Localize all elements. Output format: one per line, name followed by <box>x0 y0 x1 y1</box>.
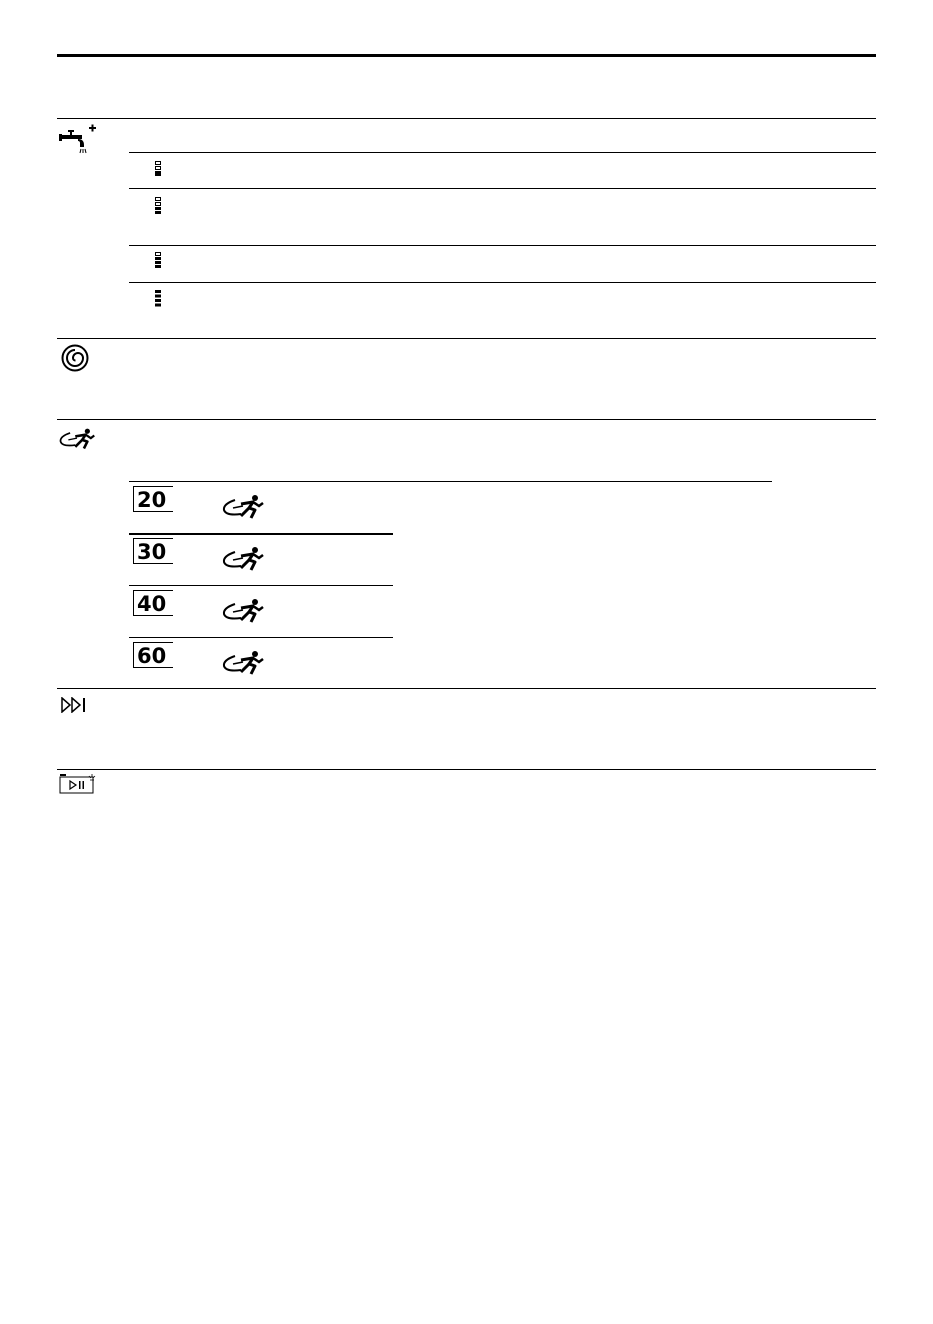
temperature-60-label: 60 <box>133 642 173 668</box>
skip-forward-icon <box>61 697 89 713</box>
section-divider <box>57 769 876 770</box>
water-level-1-icon <box>155 161 163 177</box>
speed-perfect-icon <box>221 598 265 624</box>
temperature-30-label: 30 <box>133 538 173 564</box>
section-divider <box>57 419 876 420</box>
water-level-4-icon <box>155 290 163 308</box>
section-divider <box>57 688 876 689</box>
table-rule <box>129 585 393 586</box>
spiral-rinse-icon <box>60 343 90 373</box>
speed-perfect-icon <box>58 427 96 451</box>
subrow-divider <box>129 152 876 153</box>
water-level-2-icon <box>155 197 163 215</box>
speed-perfect-icon <box>221 546 265 572</box>
section-divider <box>57 118 876 119</box>
speed-perfect-icon <box>221 650 265 676</box>
table-rule <box>129 637 393 638</box>
water-tap-plus-icon <box>58 124 98 156</box>
temperature-40-label: 40 <box>133 590 173 616</box>
table-rule <box>129 533 393 535</box>
section-divider <box>57 338 876 339</box>
speed-perfect-icon <box>221 494 265 520</box>
subrow-divider <box>129 245 876 246</box>
temperature-20-label: 20 <box>133 486 173 512</box>
subrow-divider <box>129 282 876 283</box>
start-pause-reload-icon <box>58 773 98 795</box>
header-rule <box>57 54 876 57</box>
water-level-3-icon <box>155 252 163 270</box>
table-rule <box>129 481 772 482</box>
subrow-divider <box>129 188 876 189</box>
